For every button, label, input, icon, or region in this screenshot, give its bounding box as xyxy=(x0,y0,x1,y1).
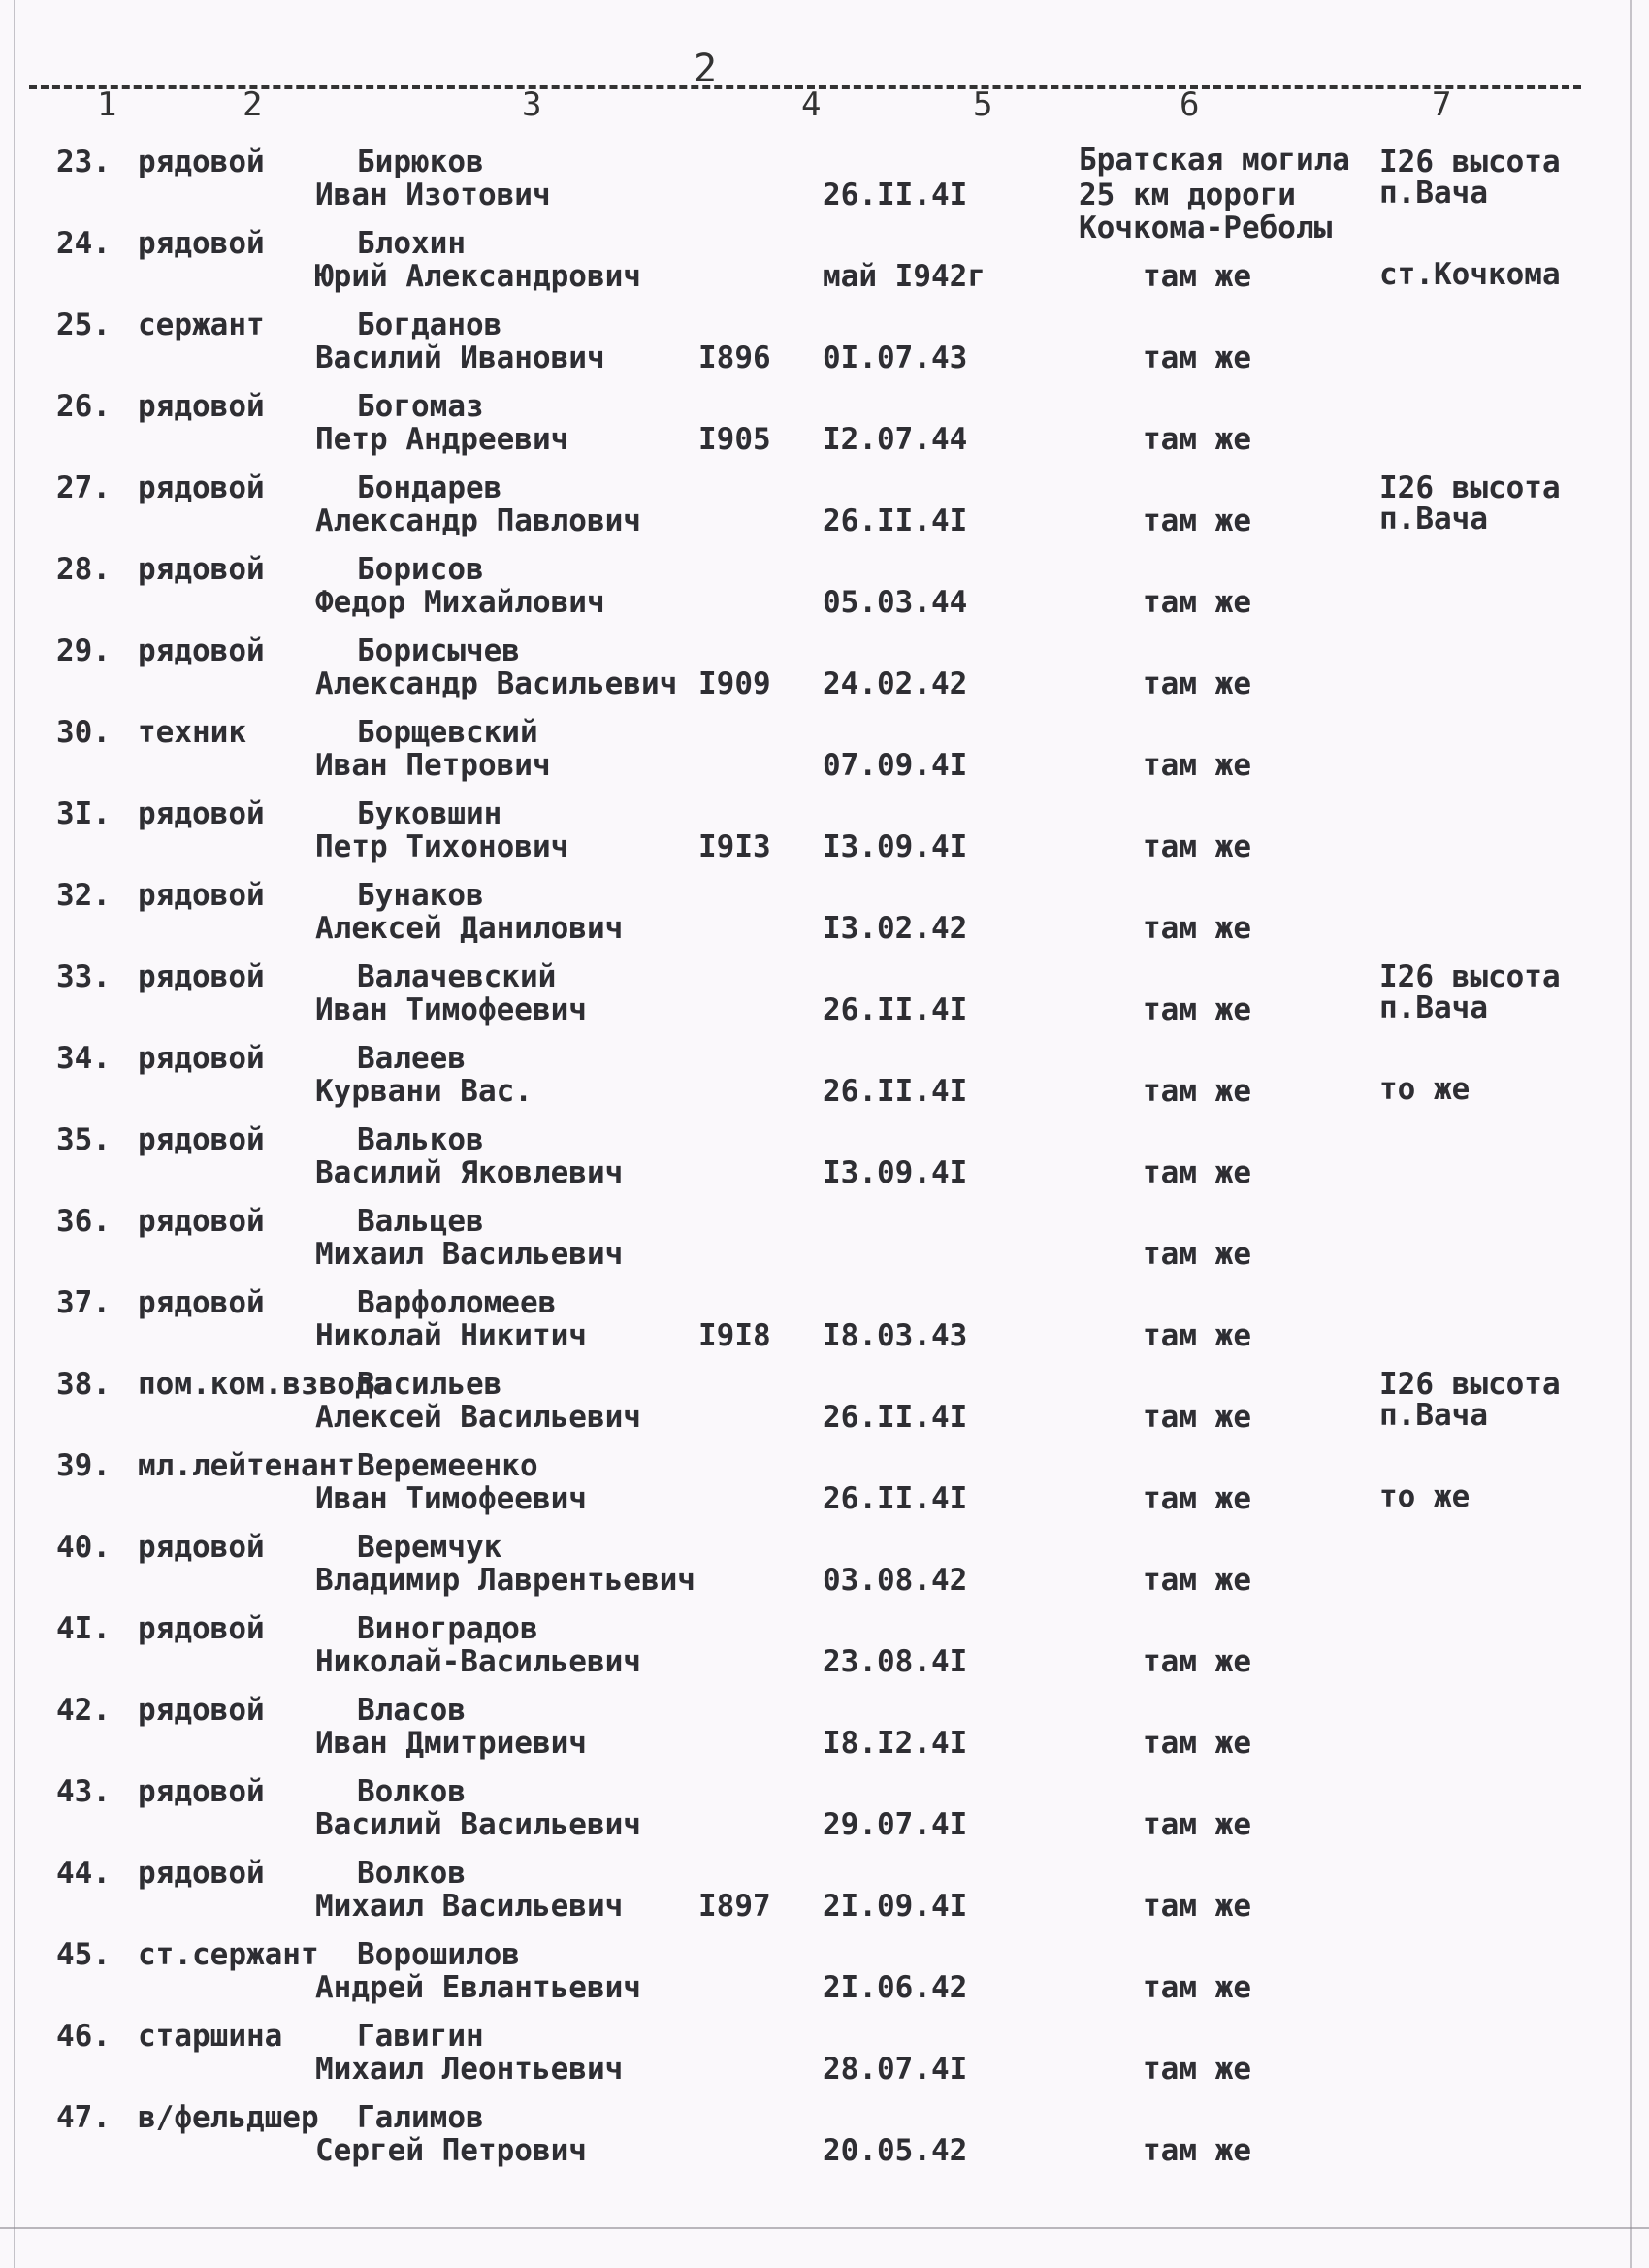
entry-note-line-2: то же xyxy=(1379,1072,1471,1107)
entry-given-names: Сергей Петрович xyxy=(315,2133,587,2168)
entry-burial-place: там же xyxy=(1143,1726,1251,1761)
entry-surname: Буковшин xyxy=(357,796,502,831)
entry-note-line-1: I26 высота xyxy=(1379,145,1561,179)
entry-given-names: Владимир Лаврентьевич xyxy=(315,1563,695,1598)
entry-given-names: Николай Никитич xyxy=(315,1318,587,1353)
entry-note-line-2: ст.Кочкома xyxy=(1379,257,1561,292)
entry-given-names: Андрей Евлантьевич xyxy=(315,1970,641,2005)
entry-surname: Борисов xyxy=(357,552,484,587)
entry-rank: старшина xyxy=(138,2019,283,2054)
entry-rank: рядовой xyxy=(138,389,265,424)
list-item xyxy=(0,879,1649,960)
entry-number: 30. xyxy=(56,715,111,750)
entry-rank: сержант xyxy=(138,308,265,342)
entry-given-names: Иван Тимофеевич xyxy=(315,992,587,1027)
entry-burial-place: там же xyxy=(1143,1563,1251,1598)
column-number-3: 3 xyxy=(522,85,542,124)
entry-number: 23. xyxy=(56,145,111,179)
entry-death-date: 26.II.4I xyxy=(823,178,968,212)
list-item xyxy=(0,797,1649,879)
entry-rank: рядовой xyxy=(138,959,265,994)
entry-rank: рядовой xyxy=(138,1041,265,1076)
entry-rank: рядовой xyxy=(138,878,265,913)
entry-rank: рядовой xyxy=(138,1204,265,1239)
entry-surname: Васильев xyxy=(357,1367,502,1402)
entry-surname: Бунаков xyxy=(357,878,484,913)
entry-burial-place: там же xyxy=(1143,1807,1251,1842)
entry-given-names: Юрий Александрович xyxy=(315,259,641,294)
entry-surname: Виноградов xyxy=(357,1611,538,1646)
entry-death-date: 23.08.4I xyxy=(823,1644,968,1679)
page-number: 2 xyxy=(693,47,724,91)
entry-rank: рядовой xyxy=(138,1856,265,1891)
entry-birth-year: I896 xyxy=(698,340,771,375)
entry-birth-year: I909 xyxy=(698,666,771,701)
entry-surname: Борисычев xyxy=(357,633,520,668)
entry-surname: Варфоломеев xyxy=(357,1285,557,1320)
entry-number: 43. xyxy=(56,1774,111,1809)
list-item xyxy=(0,308,1649,390)
entry-surname: Вальков xyxy=(357,1122,484,1157)
entry-burial-place: там же xyxy=(1143,2052,1251,2087)
entry-death-date: I8.03.43 xyxy=(823,1318,968,1353)
entry-note-line-1: I26 высота xyxy=(1379,470,1561,505)
entry-number: 38. xyxy=(56,1367,111,1402)
entry-given-names: Иван Тимофеевич xyxy=(315,1481,587,1516)
entry-number: 42. xyxy=(56,1693,111,1728)
entry-death-date: I3.09.4I xyxy=(823,829,968,864)
entry-given-names: Василий Яковлевич xyxy=(315,1155,624,1190)
entry-birth-year: I9I8 xyxy=(698,1318,771,1353)
entry-birth-year: I897 xyxy=(698,1889,771,1924)
entry-burial-line: Кочкома-Реболы xyxy=(1079,211,1333,245)
entry-surname: Бирюков xyxy=(357,145,484,179)
entry-number: 32. xyxy=(56,878,111,913)
entry-given-names: Курвани Вас. xyxy=(315,1074,533,1109)
entry-surname: Волков xyxy=(357,1774,466,1809)
page-edge-bottom xyxy=(0,2227,1649,2229)
list-item xyxy=(0,1286,1649,1368)
entry-given-names: Иван Петрович xyxy=(315,748,551,783)
entry-surname: Волков xyxy=(357,1856,466,1891)
entry-rank: рядовой xyxy=(138,1693,265,1728)
entry-rank: пом.ком.взвода xyxy=(138,1367,392,1402)
list-item xyxy=(0,1857,1649,1938)
entry-death-date: 03.08.42 xyxy=(823,1563,968,1598)
entry-surname: Веремчук xyxy=(357,1530,502,1565)
entry-rank: рядовой xyxy=(138,1122,265,1157)
entry-burial-place: там же xyxy=(1143,911,1251,946)
entry-number: 46. xyxy=(56,2019,111,2054)
entry-burial-place: там же xyxy=(1143,666,1251,701)
entry-rank: в/фельдшер xyxy=(138,2100,319,2135)
list-item xyxy=(0,390,1649,471)
entry-surname: Галимов xyxy=(357,2100,484,2135)
list-item xyxy=(0,960,1649,1042)
entry-burial-place: там же xyxy=(1143,748,1251,783)
entry-number: 33. xyxy=(56,959,111,994)
entry-rank: рядовой xyxy=(138,1530,265,1565)
list-item xyxy=(0,1449,1649,1531)
list-item xyxy=(0,227,1649,308)
entry-rank: рядовой xyxy=(138,145,265,179)
entry-number: 36. xyxy=(56,1204,111,1239)
entry-note-line-1: I26 высота xyxy=(1379,959,1561,994)
list-item xyxy=(0,1205,1649,1286)
entry-rank: рядовой xyxy=(138,1774,265,1809)
list-item xyxy=(0,2020,1649,2101)
entry-given-names: Иван Дмитриевич xyxy=(315,1726,587,1761)
entry-rank: ст.сержант xyxy=(138,1937,319,1972)
entry-surname: Борщевский xyxy=(357,715,538,750)
entry-burial-place: там же xyxy=(1143,1155,1251,1190)
entry-number: 47. xyxy=(56,2100,111,2135)
entry-given-names: Федор Михайлович xyxy=(315,585,605,620)
entry-number: 26. xyxy=(56,389,111,424)
entry-burial-place: там же xyxy=(1143,259,1251,294)
entry-given-names: Александр Васильевич xyxy=(315,666,678,701)
entry-given-names: Иван Изотович xyxy=(315,178,551,212)
entry-rank: рядовой xyxy=(138,226,265,261)
entry-note-line-2: то же xyxy=(1379,1479,1471,1514)
entry-surname: Вальцев xyxy=(357,1204,484,1239)
column-number-6: 6 xyxy=(1180,85,1200,124)
entry-number: 35. xyxy=(56,1122,111,1157)
entry-death-date: 26.II.4I xyxy=(823,1400,968,1435)
entry-number: 40. xyxy=(56,1530,111,1565)
entry-number: 24. xyxy=(56,226,111,261)
list-item xyxy=(0,634,1649,716)
entry-rank: рядовой xyxy=(138,1611,265,1646)
entry-death-date: 24.02.42 xyxy=(823,666,968,701)
entry-burial-place: там же xyxy=(1143,2133,1251,2168)
entry-burial-place: там же xyxy=(1143,1889,1251,1924)
entry-surname: Богомаз xyxy=(357,389,484,424)
entry-number: 27. xyxy=(56,470,111,505)
entry-death-date: I2.07.44 xyxy=(823,422,968,457)
entry-rank: техник xyxy=(138,715,246,750)
list-item xyxy=(0,716,1649,797)
entry-given-names: Михаил Леонтьевич xyxy=(315,2052,624,2087)
entry-given-names: Василий Васильевич xyxy=(315,1807,641,1842)
entry-surname: Гавигин xyxy=(357,2019,484,2054)
entry-burial-line: Братская могила xyxy=(1079,143,1350,178)
entry-given-names: Александр Павлович xyxy=(315,503,641,538)
entry-surname: Блохин xyxy=(357,226,466,261)
entry-number: 3I. xyxy=(56,796,111,831)
entry-rank: рядовой xyxy=(138,633,265,668)
entry-given-names: Петр Тихонович xyxy=(315,829,569,864)
entry-number: 4I. xyxy=(56,1611,111,1646)
entry-number: 28. xyxy=(56,552,111,587)
entry-number: 39. xyxy=(56,1448,111,1483)
entry-given-names: Михаил Васильевич xyxy=(315,1889,624,1924)
column-number-7: 7 xyxy=(1432,85,1452,124)
entry-given-names: Петр Андреевич xyxy=(315,422,569,457)
list-item xyxy=(0,1612,1649,1694)
entry-death-date: 07.09.4I xyxy=(823,748,968,783)
entry-note-line-2: п.Вача xyxy=(1379,1398,1488,1433)
entry-given-names: Николай-Васильевич xyxy=(315,1644,641,1679)
entry-given-names: Василий Иванович xyxy=(315,340,605,375)
entry-death-date: I3.02.42 xyxy=(823,911,968,946)
entry-rank: рядовой xyxy=(138,796,265,831)
entry-death-date: 0I.07.43 xyxy=(823,340,968,375)
entry-number: 45. xyxy=(56,1937,111,1972)
entry-rank: рядовой xyxy=(138,1285,265,1320)
entry-given-names: Алексей Данилович xyxy=(315,911,624,946)
entry-death-date: 05.03.44 xyxy=(823,585,968,620)
entry-surname: Ворошилов xyxy=(357,1937,520,1972)
entry-death-date: 26.II.4I xyxy=(823,1074,968,1109)
entry-death-date: 28.07.4I xyxy=(823,2052,968,2087)
entry-note-line-1: I26 высота xyxy=(1379,1367,1561,1402)
entry-surname: Власов xyxy=(357,1693,466,1728)
entry-burial-place: там же xyxy=(1143,829,1251,864)
entry-death-date: май I942г xyxy=(823,259,986,294)
entry-birth-year: I905 xyxy=(698,422,771,457)
entry-surname: Бондарев xyxy=(357,470,502,505)
entry-surname: Богданов xyxy=(357,308,502,342)
entry-rank: мл.лейтенант xyxy=(138,1448,355,1483)
entry-burial-place: там же xyxy=(1143,992,1251,1027)
list-item xyxy=(0,1775,1649,1857)
list-item xyxy=(0,1123,1649,1205)
entry-given-names: Михаил Васильевич xyxy=(315,1237,624,1272)
entry-burial-place: там же xyxy=(1143,1400,1251,1435)
column-number-2: 2 xyxy=(242,85,263,124)
list-item xyxy=(0,1531,1649,1612)
entry-given-names: Алексей Васильевич xyxy=(315,1400,641,1435)
list-item xyxy=(0,1042,1649,1123)
column-number-5: 5 xyxy=(973,85,993,124)
entry-death-date: I8.I2.4I xyxy=(823,1726,968,1761)
list-item xyxy=(0,1938,1649,2020)
list-item xyxy=(0,1694,1649,1775)
entry-burial-place: там же xyxy=(1143,1481,1251,1516)
entry-number: 37. xyxy=(56,1285,111,1320)
entry-death-date: 2I.06.42 xyxy=(823,1970,968,2005)
entry-death-date: 26.II.4I xyxy=(823,1481,968,1516)
entry-burial-place: там же xyxy=(1143,1318,1251,1353)
list-item xyxy=(0,1368,1649,1449)
entry-surname: Валеев xyxy=(357,1041,466,1076)
entry-death-date: 26.II.4I xyxy=(823,503,968,538)
column-number-1: 1 xyxy=(97,85,117,124)
entry-burial-place: там же xyxy=(1143,340,1251,375)
list-item xyxy=(0,471,1649,553)
entry-number: 34. xyxy=(56,1041,111,1076)
entry-burial-place: там же xyxy=(1143,585,1251,620)
entry-death-date: 20.05.42 xyxy=(823,2133,968,2168)
entry-rank: рядовой xyxy=(138,470,265,505)
entry-burial-place: там же xyxy=(1143,422,1251,457)
entry-note-line-2: п.Вача xyxy=(1379,990,1488,1025)
entry-death-date: I3.09.4I xyxy=(823,1155,968,1190)
entry-burial-place: там же xyxy=(1143,503,1251,538)
entry-rank: рядовой xyxy=(138,552,265,587)
entry-number: 44. xyxy=(56,1856,111,1891)
entry-birth-year: I9I3 xyxy=(698,829,771,864)
entry-death-date: 29.07.4I xyxy=(823,1807,968,1842)
entry-surname: Веремеенко xyxy=(357,1448,538,1483)
entry-death-date: 26.II.4I xyxy=(823,992,968,1027)
entry-number: 29. xyxy=(56,633,111,668)
entry-death-date: 2I.09.4I xyxy=(823,1889,968,1924)
entry-note-line-2: п.Вача xyxy=(1379,502,1488,536)
entry-number: 25. xyxy=(56,308,111,342)
entry-note-line-2: п.Вача xyxy=(1379,176,1488,211)
column-number-4: 4 xyxy=(801,85,822,124)
entry-burial-place: там же xyxy=(1143,1644,1251,1679)
list-item xyxy=(0,2101,1649,2183)
entry-burial-place: там же xyxy=(1143,1237,1251,1272)
entry-burial-line: 25 км дороги xyxy=(1079,178,1296,212)
list-item xyxy=(0,553,1649,634)
entry-surname: Валачевский xyxy=(357,959,557,994)
entry-burial-place: там же xyxy=(1143,1074,1251,1109)
entry-burial-place: там же xyxy=(1143,1970,1251,2005)
